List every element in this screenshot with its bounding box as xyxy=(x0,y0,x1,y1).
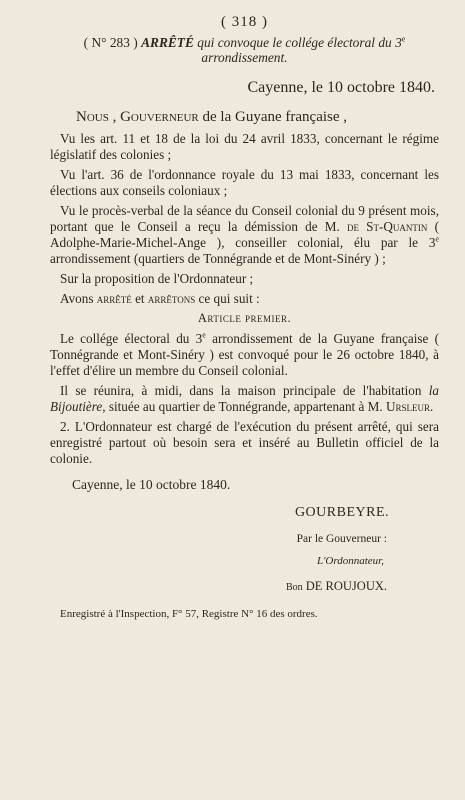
avons-word: Avons xyxy=(60,291,94,306)
considerant-3-c: arrondissement (quartiers de Tonnégrande et de Mont-Sinéry ) ; xyxy=(50,251,386,266)
dateline: Cayenne, le 10 octobre 1840. xyxy=(247,79,435,96)
registry-note: Enregistré à l'Inspection, F° 57, Registre N° 16 des ordres. xyxy=(60,608,318,620)
ordinal-sup: e xyxy=(202,330,206,340)
ordonnateur-role: L'Ordonnateur, xyxy=(316,555,384,567)
habitation-name: la Bijoutière xyxy=(50,383,440,414)
article-p2-b: , située au quartier de Tonnégrande, appartenant à M. xyxy=(102,399,383,414)
decree-subject-2: arrondissement. xyxy=(201,50,288,65)
considerant-2: Vu l'art. 36 de l'ordonnance royale du 13 mai 1833, concernant les élections aux conseils coloniaux ; xyxy=(50,167,439,198)
ordinal-sup: e xyxy=(435,234,439,244)
article-paragraph-3: 2. L'Ordonnateur est chargé de l'exécution du présent arrêté, qui sera enregistré partout où besoin sera et inséré au Bulletin officiel de la colonie. xyxy=(50,419,439,466)
decree-subject: qui convoque le collége électoral du 3 xyxy=(197,35,402,50)
considerant-3-a: Vu le procès-verbal de la séance du Conseil colonial du 9 présent mois, portant que le Conseil a reçu la démission de M. xyxy=(50,203,439,234)
considerant-1: Vu les art. 11 et 18 de la loi du 24 avril 1833, concernant le régime législatif des colonies ; xyxy=(50,131,439,162)
page-number: ( 318 ) xyxy=(221,14,268,30)
governor-signature: GOURBEYRE. xyxy=(294,505,389,520)
par-le-gouverneur: Par le Gouverneur : xyxy=(296,533,387,545)
proposition-line: Sur la proposition de l'Ordonnateur ; xyxy=(60,271,254,286)
article-p2-end: . xyxy=(430,399,434,414)
article-p1-a: Le collége électoral du 3 xyxy=(60,331,203,346)
ordinal-sup: e xyxy=(401,34,406,44)
arrete-word: arrêté xyxy=(96,291,132,306)
article-paragraph-1 xyxy=(50,331,439,379)
avons-rest: ce qui suit : xyxy=(198,291,260,306)
decree-number: ( N° 283 ) xyxy=(83,35,138,50)
article-p2-a: Il se réunira, à midi, dans la maison principale de l'habitation xyxy=(60,383,422,398)
ordonnateur-name xyxy=(50,579,387,594)
considerant-3-b: ( Adolphe-Marie-Michel-Ange ), conseiller colonial, élu par le 3 xyxy=(50,219,440,250)
considerant-3-name: de St-Quantin xyxy=(347,219,428,234)
article-p1-b: arrondissement de la Guyane française ( Tonnégrande et Mont-Sinéry ) est convoqué pour le 26 octobre 1840, à l'effet d'élire un membre du Conseil colonial. xyxy=(50,331,440,378)
decree-heading xyxy=(50,35,439,65)
decree-title: ARRÊTÉ xyxy=(141,35,194,50)
intro-rest: de la Guyane française , xyxy=(202,109,348,125)
article-paragraph-2 xyxy=(50,383,439,415)
considerant-3 xyxy=(50,203,439,267)
article-heading: Article premier. xyxy=(197,311,292,325)
intro-line: Nous , Gouverneur de la Guyane française , xyxy=(76,109,348,125)
intro-nous: Nous xyxy=(76,109,109,125)
ordonnateur-surname: DE ROUJOUX. xyxy=(305,579,387,593)
closing-date: Cayenne, le 10 octobre 1840. xyxy=(72,477,231,492)
intro-gouverneur: Gouverneur xyxy=(120,109,199,125)
avons-line xyxy=(50,291,439,307)
arretons-word: arrêtons xyxy=(147,291,196,306)
owner-name: Ursleur xyxy=(385,399,430,414)
baron-prefix: Bon xyxy=(285,582,303,593)
et-word: et xyxy=(135,291,145,306)
